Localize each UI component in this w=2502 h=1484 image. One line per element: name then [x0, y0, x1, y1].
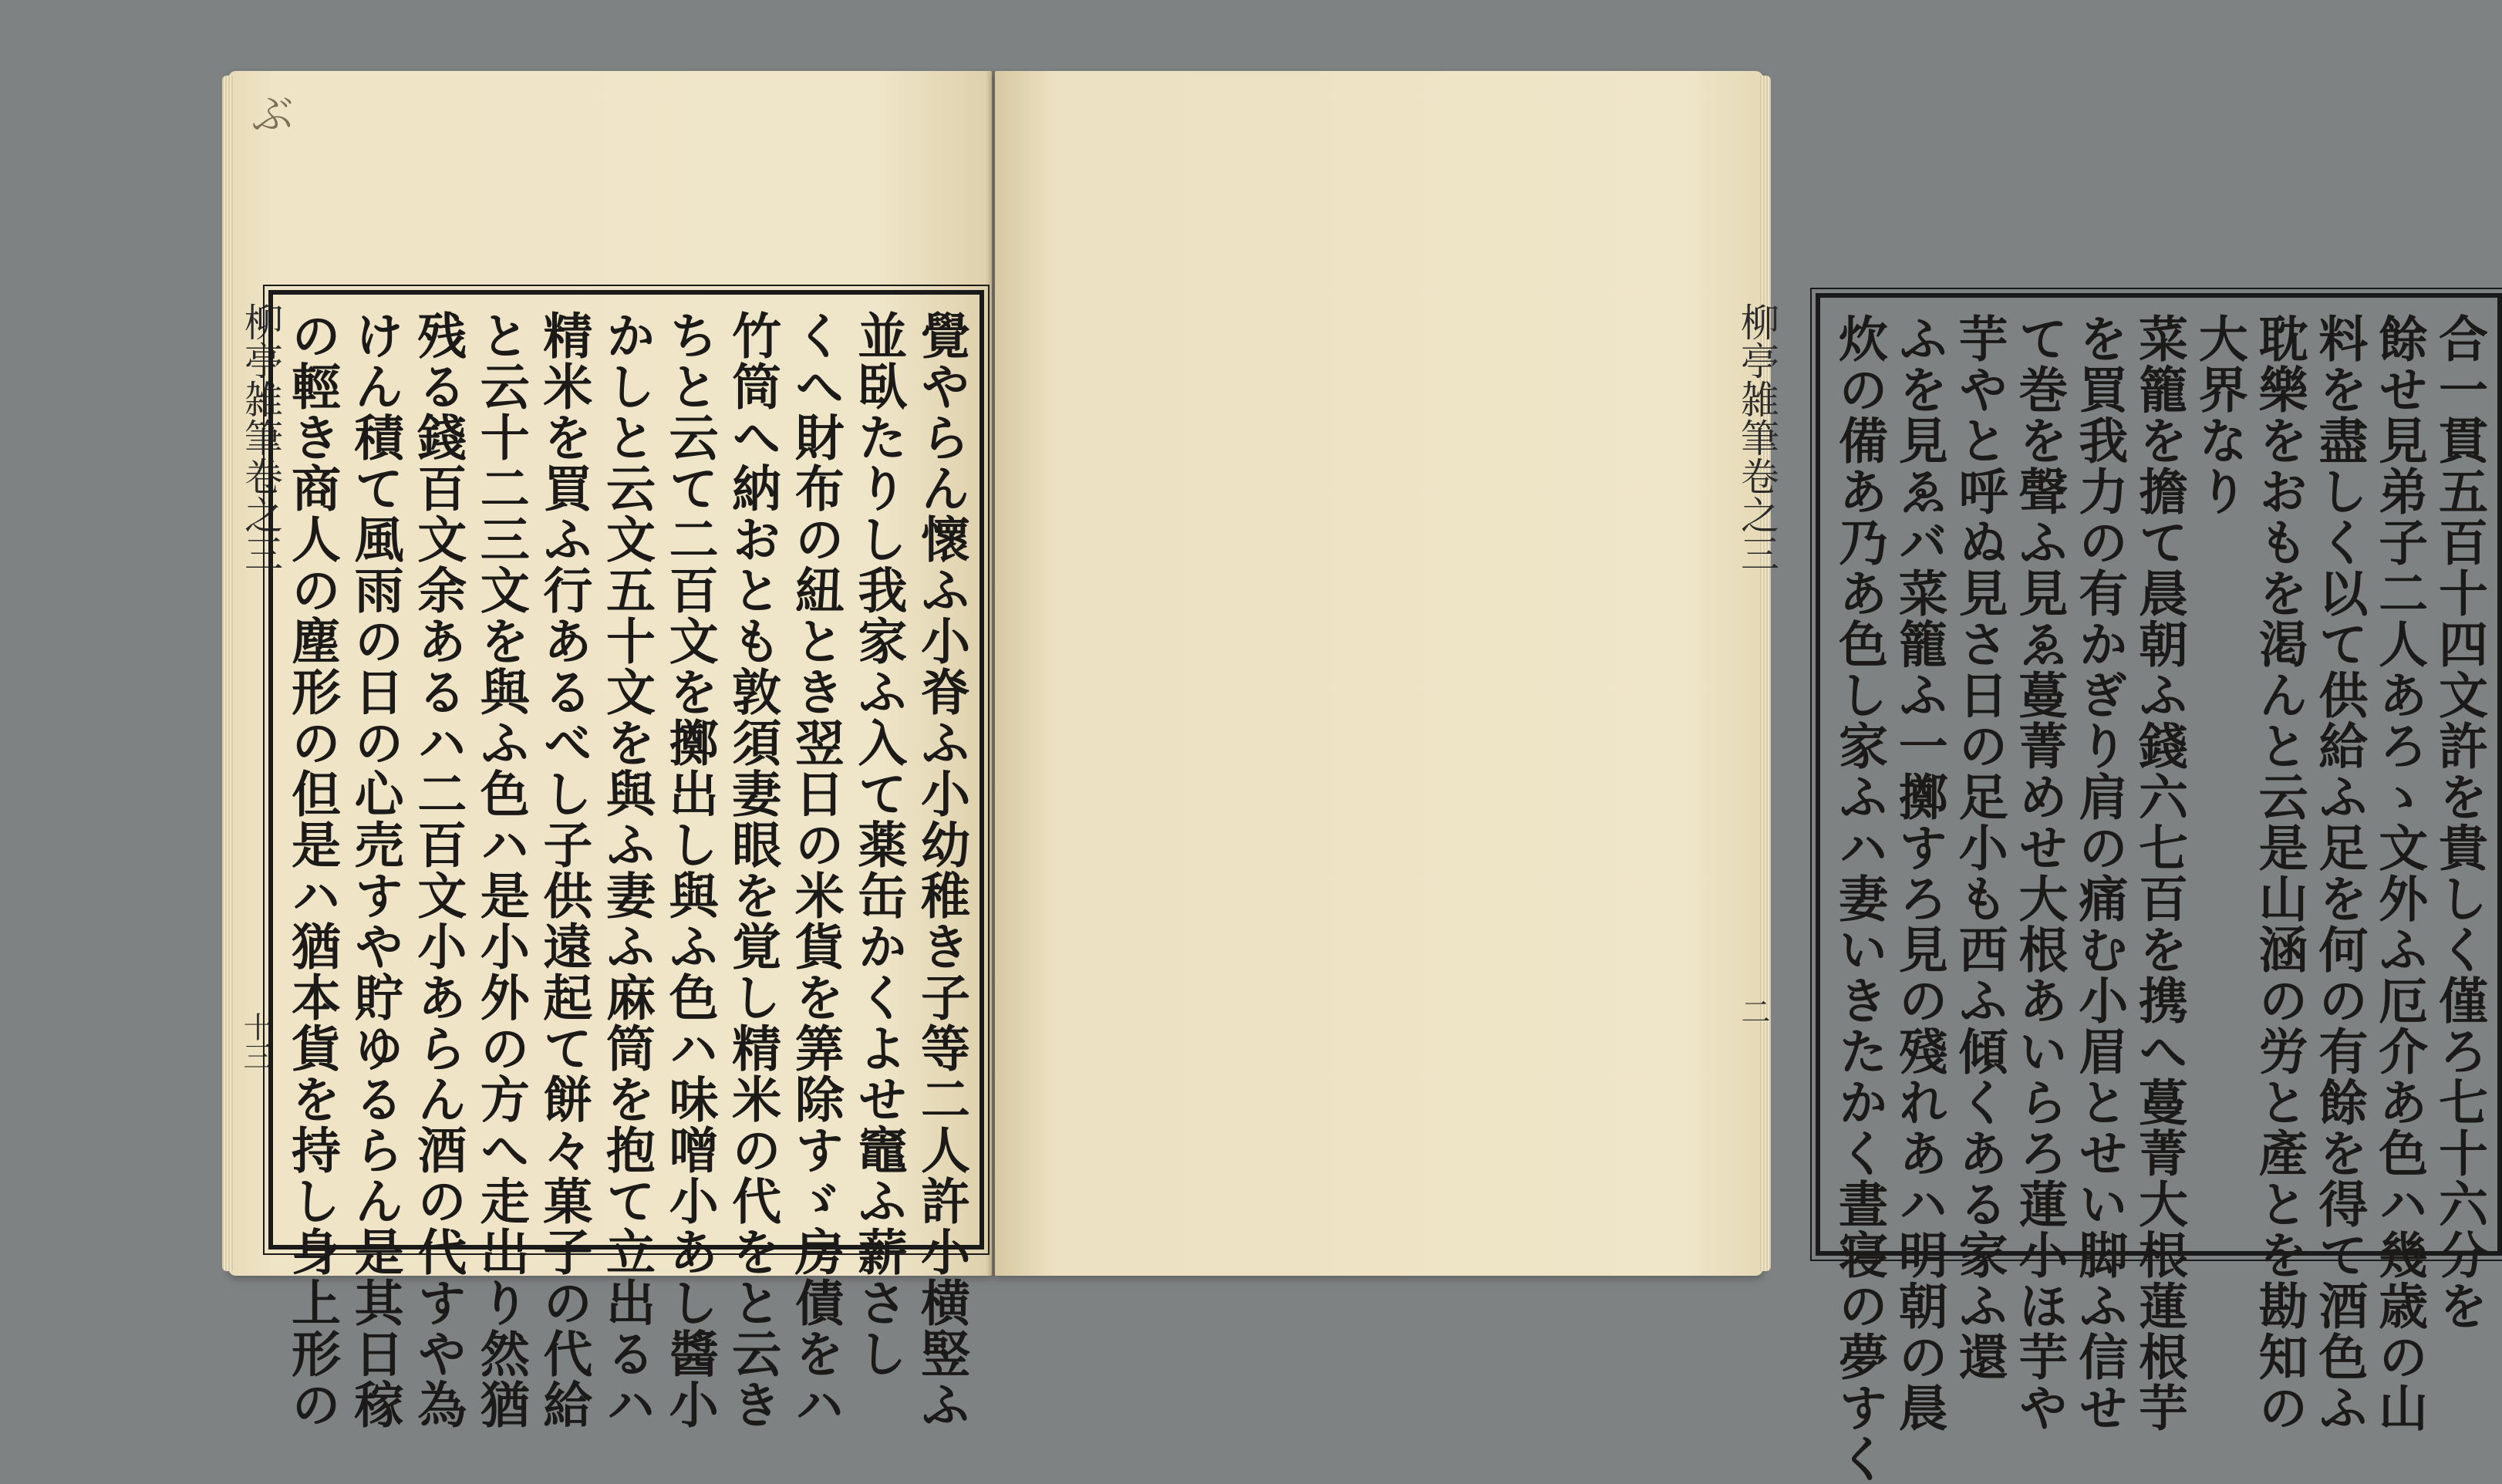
- left-text-columns: [283, 310, 970, 1430]
- text-column: て巻を聲ふ見ゑ蔓菁めせ大根あいらろ蓮小ほ芋や: [2010, 313, 2069, 1433]
- left-margin-title: 柳亭雑筆卷之三: [238, 302, 283, 572]
- text-column: ちと云て二百文を擲出し與ふ色ハ味噌小あし醬小: [660, 310, 719, 1430]
- right-margin-title: 柳亭雑筆卷之三: [1735, 302, 1779, 572]
- text-column: 菜籠を擔て晨朝ふ錢六七百を携へ蔓菁大根蓮根芋: [2129, 313, 2188, 1433]
- text-column: 炊の備あ乃あ色し家ふハ妻いきたかく晝寝の夢すく: [1830, 313, 1888, 1484]
- page-corner-mark: ぶ: [251, 90, 293, 139]
- text-column: 精米を買ふ行あるべし子供遠起て餅々菓子の代給: [534, 310, 593, 1430]
- text-column: と云十二三文を與ふ色ハ是小外の方へ走出り然猶: [471, 310, 530, 1430]
- text-column: 大界なり: [2190, 313, 2248, 517]
- text-column: くへ財布の紐とき翌日の米貨を筭除すゞ房債をハ: [786, 310, 845, 1430]
- text-column: 残る錢百文余あるハ二百文小あらん酒の代すや為: [409, 310, 467, 1430]
- right-folio-number: 二: [1736, 997, 1770, 1026]
- text-column: 覺やらん懷ふ小脊ふ小幼稚き子等二人許小横竪ふ: [912, 310, 970, 1430]
- text-column: 竹筒へ納おとも敦須妻眼を覚し精米の代をと云き: [723, 310, 782, 1430]
- text-column: けん積て風雨の日の心売すや貯ゆるらん是其日稼: [346, 310, 404, 1430]
- text-column: 餘せ見弟子二人あろゝ文外ふ厄介あ色ハ幾歳の山: [2370, 313, 2429, 1433]
- left-page: [228, 71, 992, 1430]
- text-column: 合一貫五百十四文許を貴しく僅ろ七十六分を: [2430, 313, 2488, 1331]
- page-edges: [1760, 76, 1771, 1271]
- page-edges: [222, 76, 233, 1271]
- left-text-frame: [268, 290, 984, 1430]
- right-text-columns: [1830, 313, 2488, 1484]
- open-book: [228, 71, 2488, 1484]
- text-column: ふを見ゑバ菜籠ふ一擲すろ見の殘れあハ明朝の晨: [1890, 313, 1948, 1433]
- text-column: かしと云文五十文を與ふ妻ふ麻筒を抱て立出るハ: [597, 310, 656, 1430]
- text-column: の輕き商人の塵形の但是ハ猶本貨を持し身上形の: [283, 310, 341, 1430]
- text-column: 料を盡しく以て供給ふ足を何の有餘を得て酒色ふ: [2310, 313, 2369, 1433]
- right-page: [995, 71, 2488, 1484]
- text-column: 並臥たりし我家ふ入て薬缶かくよせ竈ふ薪さし: [849, 310, 908, 1379]
- text-column: を買我力の有かぎり肩の痛む小眉とせい脚ふ信せ: [2070, 313, 2129, 1433]
- right-text-frame: [1816, 293, 2502, 1484]
- left-folio-number: 十三: [238, 1012, 272, 1071]
- text-column: 耽樂をおもを渇んと云是山涵の労と產とを勘知の: [2250, 313, 2308, 1433]
- text-column: 芋やと呼ぬ見さ日の足小も西ふ傾くある家ふ還: [1950, 313, 2008, 1382]
